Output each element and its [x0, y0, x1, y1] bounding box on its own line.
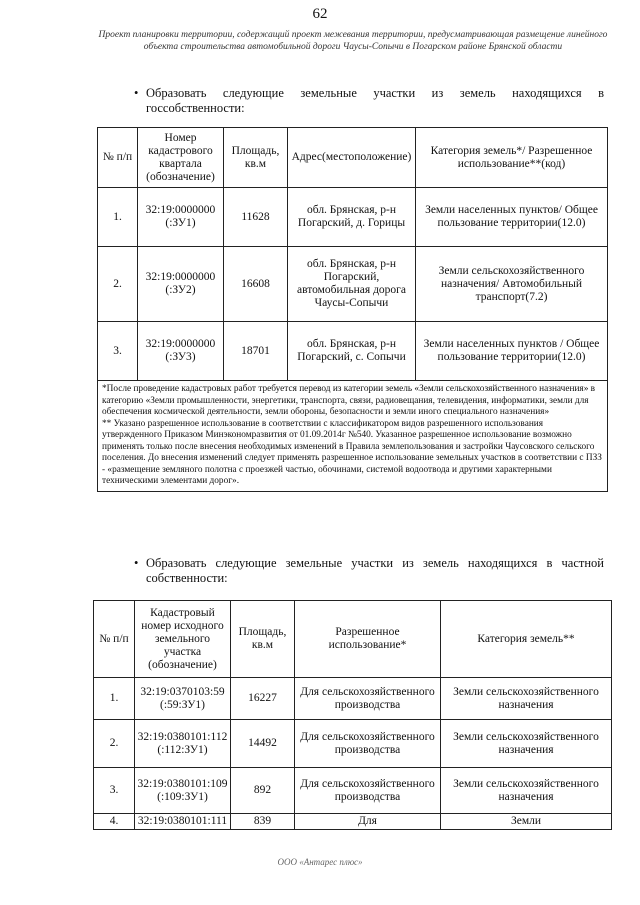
cadastral-code — [135, 678, 231, 720]
state-land-table — [97, 127, 608, 492]
bullet-dot-icon: • — [134, 86, 139, 100]
area-value: 14492 — [231, 720, 295, 768]
bullet-private-land — [134, 556, 604, 586]
permitted-use-value: Для сельскохозяйственного производства — [295, 768, 441, 814]
cadastral-code-designation: (:112:ЗУ1) — [157, 743, 208, 756]
cadastral-code-designation: (:109:ЗУ1) — [157, 790, 208, 803]
cadastral-code-designation: (:ЗУ1) — [165, 217, 196, 229]
table-header-row — [94, 601, 612, 678]
row-number: 1. — [94, 678, 135, 720]
row-number: 2. — [94, 720, 135, 768]
table-row — [94, 814, 612, 830]
cadastral-code — [135, 720, 231, 768]
table-row — [94, 678, 612, 720]
row-number: 4. — [94, 814, 135, 830]
category-value: Земли населенных пунктов/ Общее пользование территории(12.0) — [416, 188, 608, 247]
permitted-use-value: Для — [295, 814, 441, 830]
cadastral-code — [135, 768, 231, 814]
cadastral-code — [138, 188, 224, 247]
header-cell: Категория земель*/ Разрешенное использование**(код) — [416, 128, 608, 188]
address-value: обл. Брянская, р-н Погарский, автомобильная дорога Чаусы-Сопычи — [288, 247, 416, 322]
table-row — [98, 247, 608, 322]
footnote-cell — [98, 381, 608, 492]
row-number: 3. — [94, 768, 135, 814]
table-row — [98, 188, 608, 247]
header-cell: Кадастровый номер исходного земельного участка (обозначение) — [135, 601, 231, 678]
area-value: 892 — [231, 768, 295, 814]
cadastral-code-main: 32:19:0370103:59 — [140, 685, 225, 698]
permitted-use-value: Для сельскохозяйственного производства — [295, 720, 441, 768]
cadastral-code-designation: (:ЗУ3) — [165, 351, 196, 363]
category-value: Земли сельскохозяйственного назначения — [441, 720, 612, 768]
footnote-row — [98, 381, 608, 492]
cadastral-code-main: 32:19:0380101:109 — [137, 777, 228, 790]
footnote-permitted-use: ** Указано разрешенное использование в соответствии с классификатором видов разрешенного использования утвержденного Приказом Минэкономразвития от 01.09.2014г №540. Указанное разрешенное использование возможно применять только после внесения необходимых изменений в Правила землепользования и застройки Чаусовского сельского поселения. До внесения изменений следует применять разрешенное использование земельных участков в соответствии с ПЗЗ - «размещение земляного полотна с проезжей частью, обочинами, системой водоотвода и другими характерными техническими элементами дорог». — [102, 418, 602, 486]
table-header-row — [98, 128, 608, 188]
table-row — [98, 322, 608, 381]
row-number: 1. — [98, 188, 138, 247]
cadastral-code-main: 32:19:0000000 — [145, 204, 216, 216]
header-cell: Разрешенное использование* — [295, 601, 441, 678]
address-value: обл. Брянская, р-н Погарский, д. Горицы — [288, 188, 416, 247]
area-value: 16227 — [231, 678, 295, 720]
footer-company: ООО «Антарес плюс» — [277, 857, 363, 867]
header-cell: Номер кадастрового квартала (обозначение) — [138, 128, 224, 188]
cadastral-code-main: 32:19:0000000 — [145, 338, 216, 350]
page-number: 62 — [312, 6, 328, 22]
area-value: 11628 — [224, 188, 288, 247]
category-value: Земли сельскохозяйственного назначения — [441, 678, 612, 720]
table-row — [94, 768, 612, 814]
row-number: 3. — [98, 322, 138, 381]
header-cell: Категория земель** — [441, 601, 612, 678]
cadastral-code-main: 32:19:0000000 — [145, 271, 216, 283]
bullet-text: Образовать следующие земельные участки из земель находящихся в госсобственности: — [146, 86, 604, 115]
category-value: Земли — [441, 814, 612, 830]
area-value: 16608 — [224, 247, 288, 322]
cadastral-code-designation: (:59:ЗУ1) — [160, 698, 205, 711]
bullet-dot-icon: • — [134, 556, 139, 570]
bullet-state-land — [134, 86, 604, 116]
header-cell: Площадь, кв.м — [231, 601, 295, 678]
cadastral-code — [138, 322, 224, 381]
header-cell: № п/п — [98, 128, 138, 188]
area-value: 18701 — [224, 322, 288, 381]
category-value: Земли населенных пунктов / Общее пользование территории(12.0) — [416, 322, 608, 381]
header-cell: Адрес(местоположение) — [288, 128, 416, 188]
table-row — [94, 720, 612, 768]
category-value: Земли сельскохозяйственного назначения — [441, 768, 612, 814]
cadastral-code — [138, 247, 224, 322]
cadastral-code-designation: (:ЗУ2) — [165, 284, 196, 296]
header-cell: № п/п — [94, 601, 135, 678]
address-value: обл. Брянская, р-н Погарский, с. Сопычи — [288, 322, 416, 381]
bullet-text: Образовать следующие земельные участки из земель находящихся в частной собственности: — [146, 556, 604, 585]
permitted-use-value: Для сельскохозяйственного производства — [295, 678, 441, 720]
category-value: Земли сельскохозяйственного назначения/ Автомобильный транспорт(7.2) — [416, 247, 608, 322]
header-cell: Площадь, кв.м — [224, 128, 288, 188]
cadastral-code-main: 32:19:0380101:112 — [137, 730, 228, 743]
row-number: 2. — [98, 247, 138, 322]
cadastral-code — [135, 814, 231, 830]
footnote-category: *После проведение кадастровых работ требуется перевод из категории земель «Земли сельскохозяйственного назначения» в категорию «Земли промышленности, энергетики, транспорта, связи, радиовещания, телевидения, информатики, земли для обеспечения космической деятельности, земли обороны, безопасности и земли иного специального назначения» — [102, 384, 596, 417]
cadastral-code-main: 32:19:0380101:111 — [137, 815, 228, 827]
area-value: 839 — [231, 814, 295, 830]
private-land-table — [93, 600, 612, 830]
header-note: Проект планировки территории, содержащий проект межевания территории, предусматривающая размещение линейного объекта строительства автомобильной дороги Чаусы-Сопычи в Погарском районе Брянской области — [98, 30, 608, 52]
